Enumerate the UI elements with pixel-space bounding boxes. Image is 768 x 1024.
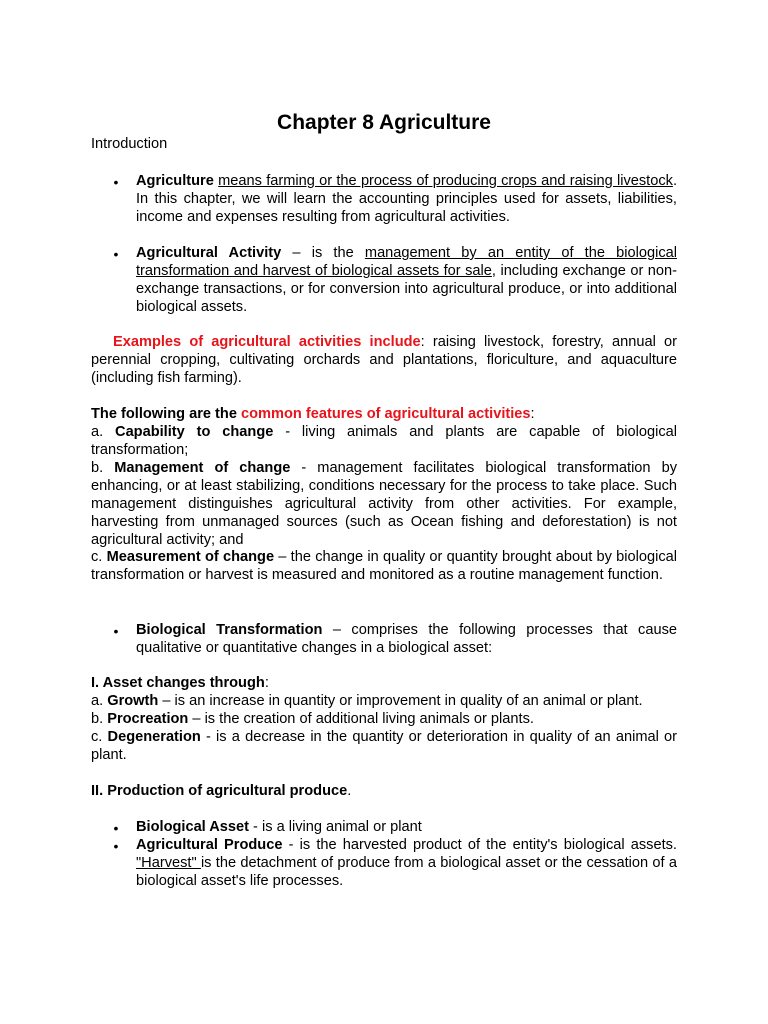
asset-change-procreation: b. Procreation – is the creation of additional living animals or plants. <box>91 711 534 727</box>
asset-change-growth: a. Growth – is an increase in quantity or improvement in quality of an animal or plant. <box>91 693 643 709</box>
bullet-icon: • <box>113 174 119 190</box>
feature-b: b. Management of change - management facilitates biological transformation by enhancing, or at least stabilizing, conditions necessary for the process to take place. Such management distinguishes agricultural activity from other activities. For example, harvesting from unmanaged sources (such as Ocean fishing and deforestation) is not agricultural activity; and <box>91 460 677 548</box>
bullet-icon: • <box>113 623 119 639</box>
agricultural-produce-definition: Agricultural Produce - is the harvested product of the entity's biological assets. "Harvest" is the detachment of produce from a biological asset or the cessation of a biological asset's life processes. <box>136 837 677 889</box>
features-heading: The following are the common features of agricultural activities: <box>91 406 535 422</box>
bullet-icon: • <box>113 820 119 836</box>
biological-asset-definition: Biological Asset - is a living animal or plant <box>136 819 422 835</box>
section-asset-changes-heading: I. Asset changes through: <box>91 675 269 691</box>
page-title: Chapter 8 Agriculture <box>277 111 491 134</box>
bullet-icon: • <box>113 246 119 262</box>
section-production-heading: II. Production of agricultural produce. <box>91 783 352 799</box>
feature-a: a. Capability to change - living animals and plants are capable of biological transformation; <box>91 424 677 458</box>
examples-paragraph: Examples of agricultural activities include: raising livestock, forestry, annual or perennial cropping, cultivating orchards and plantations, floriculture, and aquaculture (including fish farming). <box>91 334 677 386</box>
intro-label: Introduction <box>91 136 168 152</box>
agriculture-definition: Agriculture means farming or the process of producing crops and raising livestock. In this chapter, we will learn the accounting principles used for assets, liabilities, income and expenses resulting from agricultural activities. <box>136 173 677 225</box>
asset-change-degeneration: c. Degeneration - is a decrease in the quantity or deterioration in quality of an animal or plant. <box>91 729 677 763</box>
feature-c: c. Measurement of change – the change in quality or quantity brought about by biological transformation or harvest is measured and monitored as a routine management function. <box>91 549 678 583</box>
bullet-icon: • <box>113 838 119 854</box>
agricultural-activity-definition: Agricultural Activity – is the management by an entity of the biological transformation and harvest of biological assets for sale, including exchange or non-exchange transactions, or for conversion into agricultural produce, or into additional biological assets. <box>136 245 677 315</box>
biological-transformation-definition: Biological Transformation – comprises the following processes that cause qualitative or quantitative changes in a biological asset: <box>136 622 677 656</box>
